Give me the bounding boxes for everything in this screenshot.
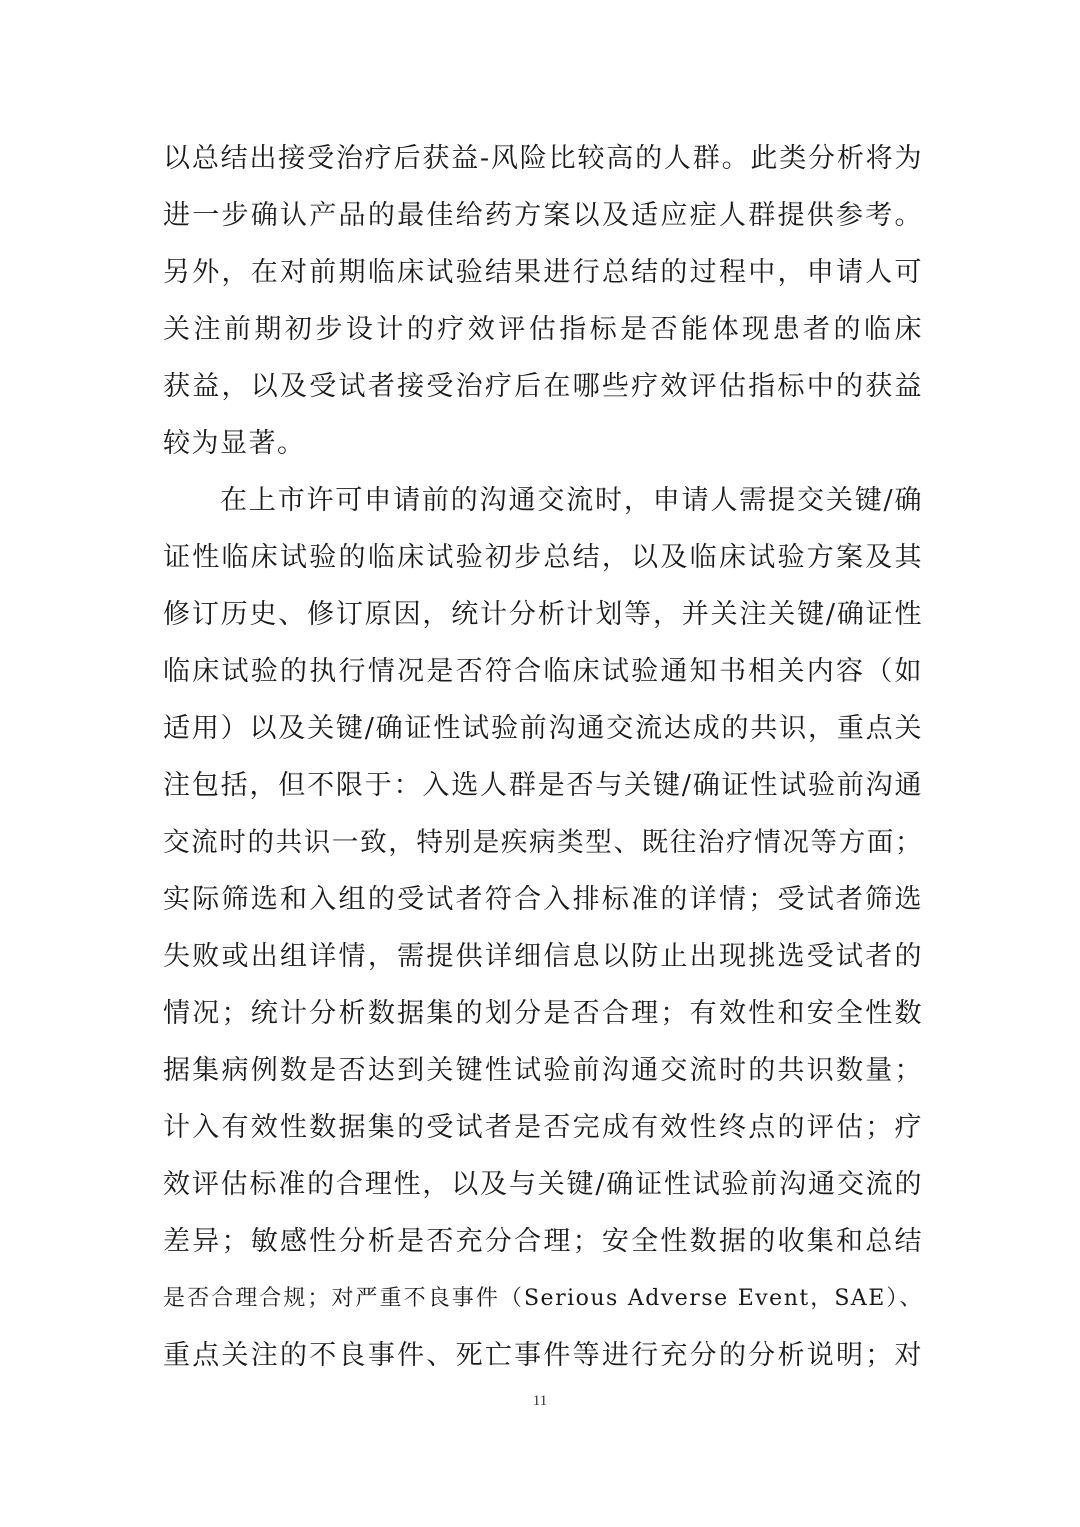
body-text (163, 130, 923, 1384)
paragraph-2-line-15: 是否合理合规；对严重不良事件（Serious Adverse Event，SAE）、 (163, 1286, 923, 1311)
paragraph-1-line-3: 另外，在对前期临床试验结果进行总结的过程中，申请人可 (163, 257, 923, 288)
paragraph-2-line-2: 证性临床试验的临床试验初步总结，以及临床试验方案及其 (163, 542, 923, 573)
paragraph-1-line-5: 获益，以及受试者接受治疗后在哪些疗效评估指标中的获益 (163, 371, 923, 402)
paragraph-2-line-4: 临床试验的执行情况是否符合临床试验通知书相关内容（如 (163, 656, 923, 687)
paragraph-1-line-4: 关注前期初步设计的疗效评估指标是否能体现患者的临床 (163, 314, 923, 345)
paragraph-1-line-1: 以总结出接受治疗后获益-风险比较高的人群。此类分析将为 (163, 143, 923, 174)
paragraph-1-line-2: 进一步确认产品的最佳给药方案以及适应症人群提供参考。 (163, 200, 923, 231)
page-number: 11 (532, 1393, 548, 1409)
paragraph-2-line-5: 适用）以及关键/确证性试验前沟通交流达成的共识，重点关 (163, 713, 923, 744)
paragraph-1-line-6: 较为显著。 (163, 428, 306, 459)
paragraph-2-line-14: 差异；敏感性分析是否充分合理；安全性数据的收集和总结 (163, 1226, 923, 1257)
paragraph-2-line-7: 交流时的共识一致，特别是疾病类型、既往治疗情况等方面； (163, 827, 923, 858)
paragraph-2-line-8: 实际筛选和入组的受试者符合入排标准的详情；受试者筛选 (163, 884, 923, 915)
paragraph-2-line-12: 计入有效性数据集的受试者是否完成有效性终点的评估；疗 (163, 1112, 923, 1143)
paragraph-2-line-1: 在上市许可申请前的沟通交流时，申请人需提交关键/确 (220, 485, 923, 516)
paragraph-2-line-16: 重点关注的不良事件、死亡事件等进行充分的分析说明；对 (163, 1340, 923, 1371)
paragraph-2-line-10: 情况；统计分析数据集的划分是否合理；有效性和安全性数 (163, 998, 923, 1029)
paragraph-2-line-13: 效评估标准的合理性，以及与关键/确证性试验前沟通交流的 (163, 1169, 923, 1200)
paragraph-2-line-9: 失败或出组详情，需提供详细信息以防止出现挑选受试者的 (163, 941, 923, 972)
paragraph-2-line-3: 修订历史、修订原因，统计分析计划等，并关注关键/确证性 (163, 599, 923, 630)
paragraph-2-line-11: 据集病例数是否达到关键性试验前沟通交流时的共识数量； (163, 1055, 923, 1086)
paragraph-2-line-6: 注包括，但不限于：入选人群是否与关键/确证性试验前沟通 (163, 770, 923, 801)
